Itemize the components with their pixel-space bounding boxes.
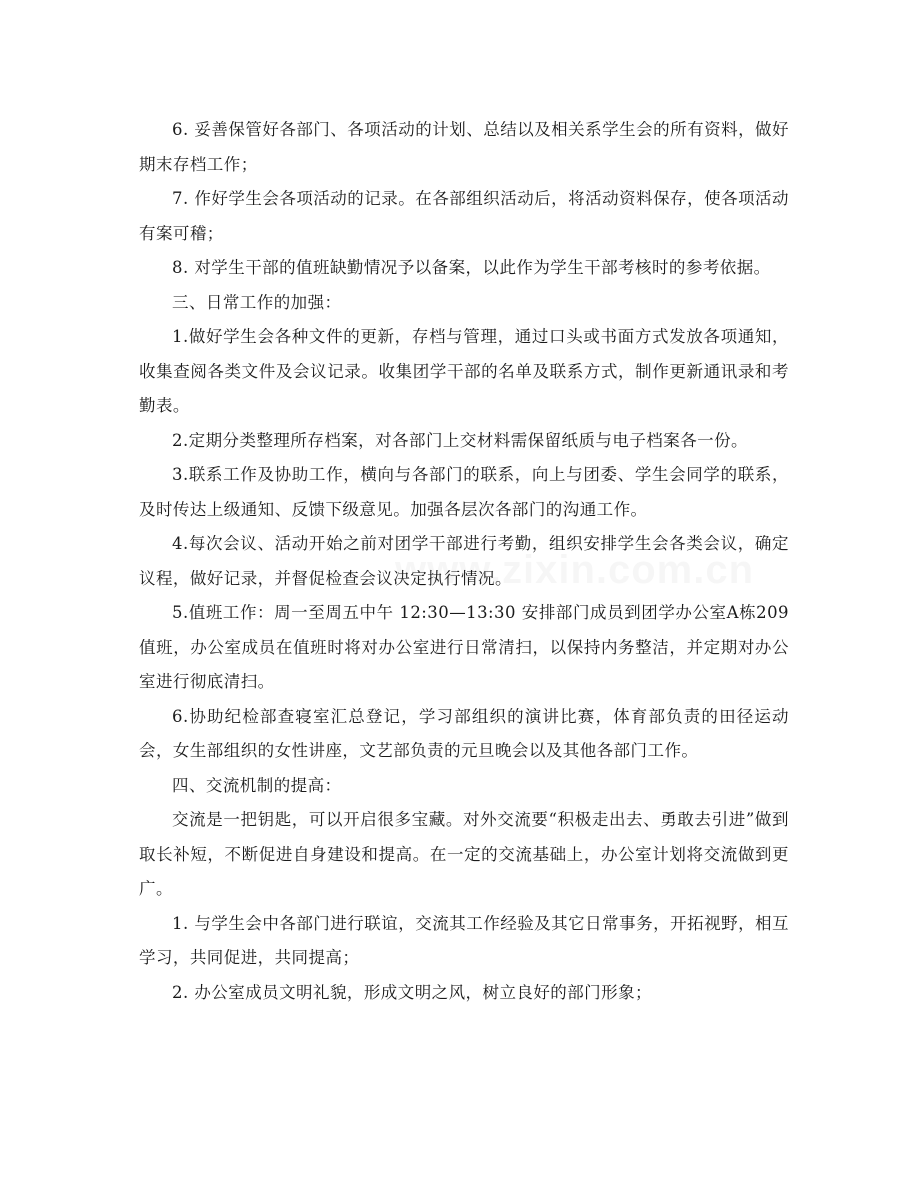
paragraph-exchange-intro: 交流是一把钥匙，可以开启很多宝藏。对外交流要“积极走出去、勇敢去引进”做到取长补短，不断促进自身建设和提高。在一定的交流基础上，办公室计划将交流做到更广。 xyxy=(139,810,789,898)
paragraph-item-6-archive: 6. 妥善保管好各部门、各项活动的计划、总结以及相关系学生会的所有资料，做好期末存档工作； xyxy=(139,120,789,174)
paragraph-item-8-attendance: 8. 对学生干部的值班缺勤情况予以备案，以此作为学生干部考核时的参考依据。 xyxy=(172,258,771,277)
paragraph-daily-6: 6.协助纪检部查寝室汇总登记，学习部组织的演讲比赛，体育部负责的田径运动会，女生部组织的女性讲座，文艺部负责的元旦晚会以及其他各部门工作。 xyxy=(139,706,789,760)
paragraph-daily-2: 2.定期分类整理所存档案，对各部门上交材料需保留纸质与电子档案各一份。 xyxy=(172,430,748,450)
paragraph-exchange-1: 1. 与学生会中各部门进行联谊，交流其工作经验及其它日常事务，开拓视野，相互学习，共同促进，共同提高； xyxy=(139,913,789,967)
paragraph-exchange-2: 2. 办公室成员文明礼貌，形成文明之风，树立良好的部门形象； xyxy=(172,982,652,1002)
paragraph-daily-4: 4.每次会议、活动开始之前对团学干部进行考勤，组织安排学生会各类会议，确定议程，做好记录，并督促检查会议决定执行情况。 xyxy=(139,534,789,588)
paragraph-daily-1: 1.做好学生会各种文件的更新，存档与管理，通过口头或书面方式发放各项通知，收集查阅各类文件及会议记录。收集团学干部的名单及联系方式，制作更新通讯录和考勤表。 xyxy=(139,327,789,415)
paragraph-daily-5: 5.值班工作：周一至周五中午 12:30—13:30 安排部门成员到团学办公室A栋209值班，办公室成员在值班时将对办公室进行日常清扫，以保持内务整洁，并定期对办公室进行彻底清扫。 xyxy=(139,603,789,691)
section-heading-daily-work: 三、日常工作的加强： xyxy=(172,292,342,312)
paragraph-daily-3: 3.联系工作及协助工作，横向与各部门的联系，向上与团委、学生会同学的联系，及时传达上级通知、反馈下级意见。加强各层次各部门的沟通工作。 xyxy=(139,465,789,519)
section-heading-exchange: 四、交流机制的提高： xyxy=(172,775,342,795)
document-body xyxy=(139,113,789,1010)
paragraph-item-7-records: 7. 作好学生会各项活动的记录。在各部组织活动后，将活动资料保存，使各项活动有案可稽； xyxy=(139,189,789,243)
